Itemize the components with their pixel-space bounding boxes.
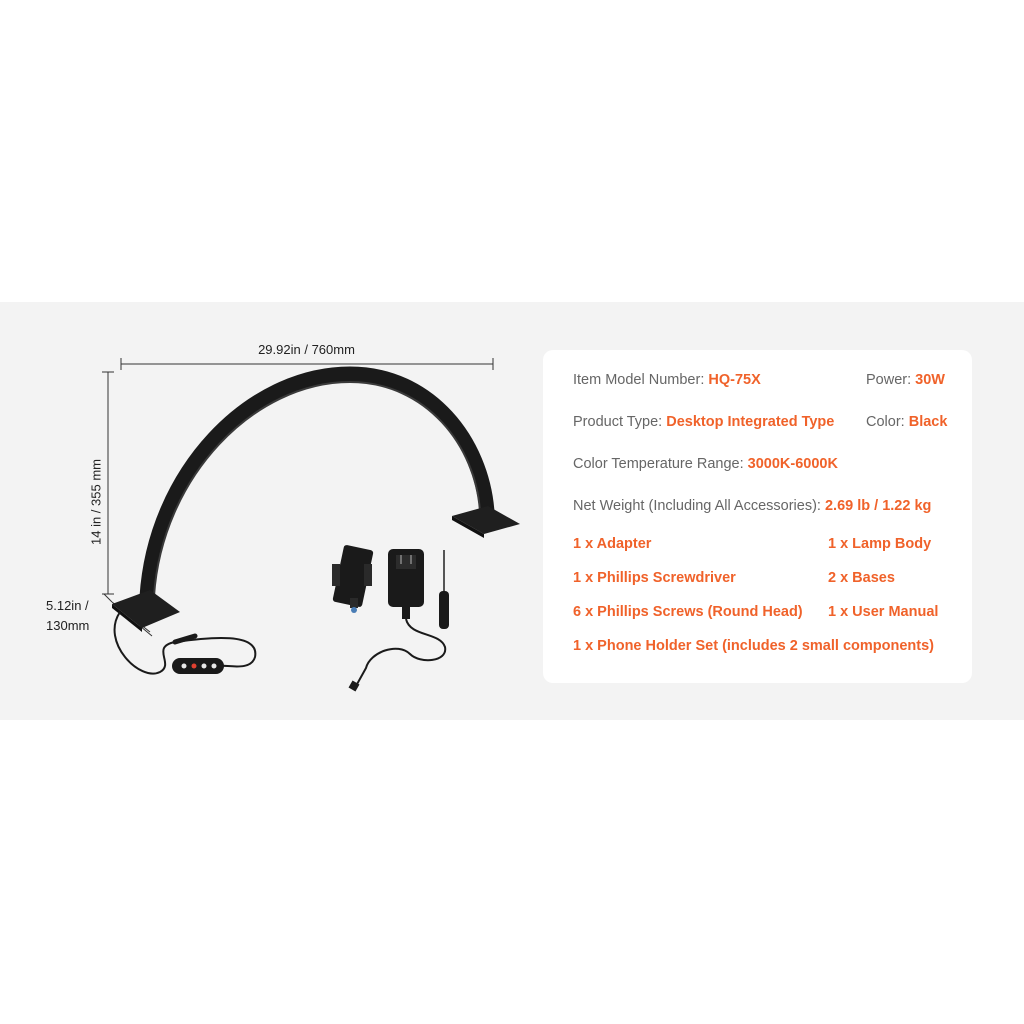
height-dimension-line (102, 372, 114, 594)
adapter-cable (356, 619, 445, 686)
power-adapter (388, 549, 424, 619)
accessory-item: 1 x Lamp Body (828, 536, 932, 552)
lamp-diagram (0, 302, 540, 720)
spec-weight-label: Net Weight (Including All Accessories): (573, 498, 821, 514)
height-dimension-label: 14 in / 355 mm (88, 459, 104, 545)
base-dimension-line1: 5.12in / (46, 598, 89, 613)
screwdriver (439, 550, 449, 629)
spec-power-label: Power: (866, 372, 912, 388)
product-illustration (0, 302, 540, 720)
accessory-item: 1 x Phone Holder Set (includes 2 small components) (573, 638, 934, 654)
spec-temperature-label: Color Temperature Range: (573, 456, 744, 472)
phone-holder (332, 545, 374, 613)
accessory-item: 1 x Adapter (573, 536, 652, 552)
spec-temperature-value: 3000K-6000K (747, 456, 838, 472)
lamp-arc (147, 374, 487, 597)
right-base (452, 506, 520, 534)
spec-type-label: Product Type: (573, 414, 663, 430)
product-info-band (0, 302, 1024, 720)
accessory-item: 6 x Phillips Screws (Round Head) (573, 604, 803, 620)
left-base (112, 590, 180, 628)
spec-power (866, 372, 945, 388)
spec-power-value: 30W (915, 372, 945, 388)
spec-type (573, 414, 834, 430)
width-dimension-line (121, 358, 493, 370)
width-dimension-label: 29.92in / 760mm (258, 342, 355, 357)
spec-model-value: HQ-75X (708, 372, 761, 388)
spec-model (573, 372, 761, 388)
inline-controller (172, 658, 224, 674)
spec-weight-value: 2.69 lb / 1.22 kg (824, 498, 932, 514)
spec-weight (573, 498, 931, 514)
accessory-item: 2 x Bases (828, 570, 895, 586)
spec-color-value: Black (908, 414, 948, 430)
spec-temperature (573, 456, 838, 472)
spec-type-value: Desktop Integrated Type (666, 414, 835, 430)
accessory-item: 1 x Phillips Screwdriver (573, 570, 736, 586)
spec-color (866, 414, 947, 430)
spec-card (543, 350, 972, 683)
base-dimension-label (46, 596, 89, 636)
accessory-item: 1 x User Manual (828, 604, 939, 620)
spec-model-label: Item Model Number: (573, 372, 705, 388)
base-dimension-line2: 130mm (46, 618, 90, 633)
spec-color-label: Color: (866, 414, 905, 430)
